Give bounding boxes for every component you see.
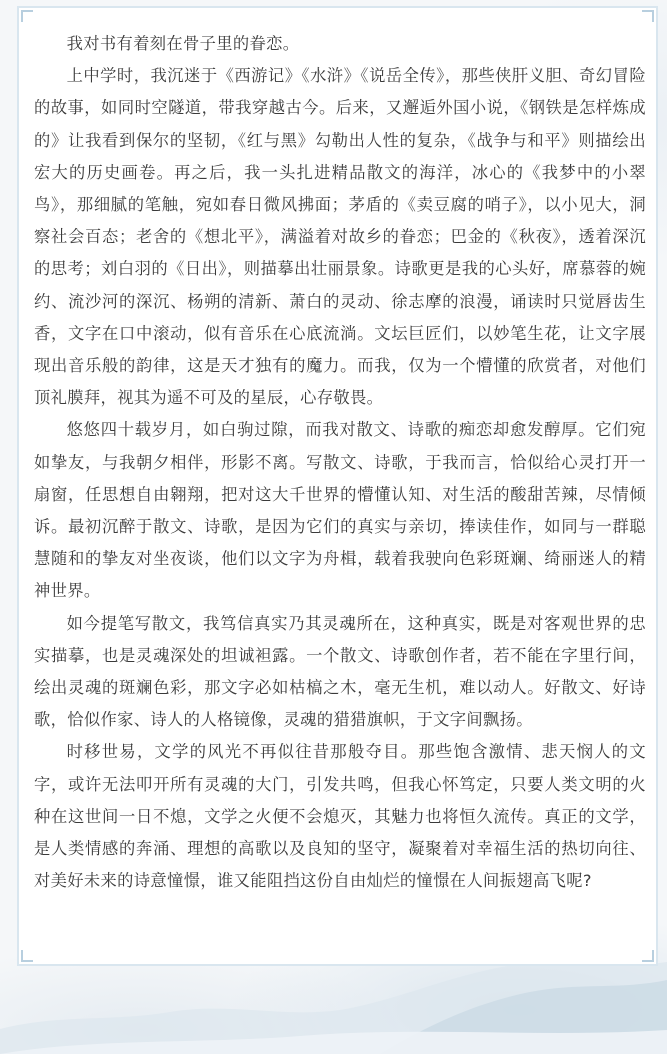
article-body [34, 28, 646, 897]
paragraph-3: 悠悠四十载岁月，如白驹过隙，而我对散文、诗歌的痴恋却愈发醇厚。它们宛如挚友，与我朝夕相伴，形影不离。写散文、诗歌，于我而言，恰似给心灵打开一扇窗，任思想自由翱翔，把对这大千世界的懵懂认知、对生活的酸甜苦辣，尽情倾诉。最初沉醉于散文、诗歌，是因为它们的真实与亲切，捧读佳作，如同与一群聪慧随和的挚友对坐夜谈，他们以文字为舟楫，载着我驶向色彩斑斓、绮丽迷人的精神世界。 [34, 420, 646, 601]
corner-ornament-top-right [642, 10, 654, 22]
paragraph-4: 如今提笔写散文，我笃信真实乃其灵魂所在，这种真实，既是对客观世界的忠实描摹，也是灵魂深处的坦诚袒露。一个散文、诗歌创作者，若不能在字里行间，绘出灵魂的斑斓色彩，那文字必如枯槁之木，毫无生机，难以动人。好散文、好诗歌，恰似作家、诗人的人格镜像，灵魂的猎猎旗帜，于文字间飘扬。 [34, 613, 646, 730]
corner-ornament-top-left [21, 10, 33, 22]
corner-ornament-bottom-right [642, 950, 654, 962]
article-card [17, 6, 658, 966]
paragraph-2: 上中学时，我沉迷于《西游记》《水浒》《说岳全传》，那些侠肝义胆、奇幻冒险的故事，如同时空隧道，带我穿越古今。后来，又邂逅外国小说，《钢铁是怎样炼成的》让我看到保尔的坚韧，《红与黑》勾勒出人性的复杂，《战争与和平》则描绘出宏大的历史画卷。再之后，我一头扎进精品散文的海洋，冰心的《我梦中的小翠鸟》，那细腻的笔触，宛如春日微风拂面；茅盾的《卖豆腐的哨子》，以小见大，洞察社会百态；老舍的《想北平》，满溢着对故乡的眷恋；巴金的《秋夜》，透着深沉的思考；刘白羽的《日出》，则描摹出壮丽景象。诗歌更是我的心头好，席慕蓉的婉约、流沙河的深沉、杨朔的清新、萧白的灵动、徐志摩的浪漫，诵读时只觉唇齿生香，文字在口中滚动，似有音乐在心底流淌。文坛巨匠们，以妙笔生花，让文字展现出音乐般的韵律，这是天才独有的魔力。而我，仅为一个懵懂的欣赏者，对他们顶礼膜拜，视其为遥不可及的星辰，心存敬畏。 [34, 66, 646, 408]
paragraph-5: 时移世易，文学的风光不再似往昔那般夺目。那些饱含激情、悲天悯人的文字，或许无法叩开所有灵魂的大门，引发共鸣，但我心怀笃定，只要人类文明的火种在这世间一日不熄，文学之火便不会熄灭，其魅力也将恒久流传。真正的文学，是人类情感的奔涌、理想的高歌以及良知的坚守，凝聚着对幸福生活的热切向往、对美好未来的诗意憧憬，谁又能阻挡这份自由灿烂的憧憬在人间振翅高飞呢? [34, 742, 646, 891]
paragraph-1: 我对书有着刻在骨子里的眷恋。 [66, 34, 300, 53]
corner-ornament-bottom-left [21, 950, 33, 962]
